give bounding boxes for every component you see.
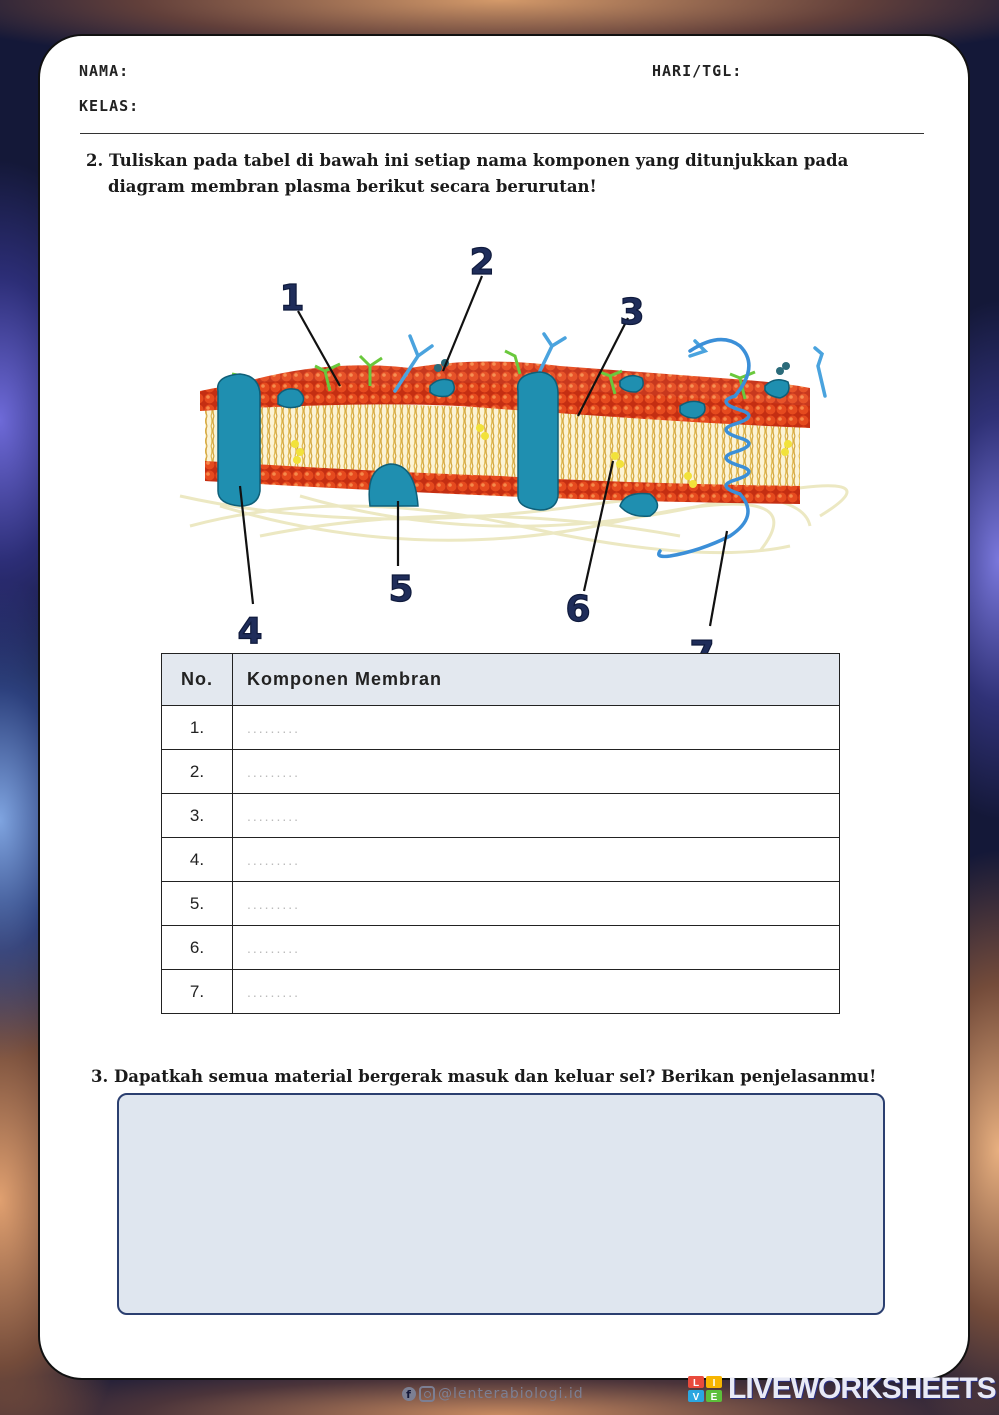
- question-2-line-1: 2. Tuliskan pada tabel di bawah ini setiap nama komponen yang ditunjukkan pada: [86, 151, 849, 170]
- logo-letter-i: I: [712, 1378, 716, 1389]
- facebook-icon: f: [402, 1387, 416, 1401]
- table-row: [162, 882, 840, 926]
- row-number: 7.: [162, 970, 233, 1014]
- membrane-components-table: [161, 653, 840, 1014]
- answer-input-7[interactable]: .........: [233, 970, 840, 1014]
- table-row: [162, 970, 840, 1014]
- header-divider: [80, 133, 924, 134]
- social-credit: [402, 1386, 584, 1402]
- name-label: NAMA:: [79, 62, 130, 80]
- answer-input-6[interactable]: .........: [233, 926, 840, 970]
- row-number: 6.: [162, 926, 233, 970]
- column-header-component: Komponen Membran: [233, 654, 840, 706]
- row-number: 4.: [162, 838, 233, 882]
- logo-letter-e: E: [710, 1392, 718, 1403]
- row-number: 1.: [162, 706, 233, 750]
- worksheet-page: [38, 34, 970, 1380]
- answer-input-4[interactable]: .........: [233, 838, 840, 882]
- question-2-line-2: diagram membran plasma berikut secara berurutan!: [108, 177, 597, 196]
- date-label: HARI/TGL:: [652, 62, 743, 80]
- answer-input-2[interactable]: .........: [233, 750, 840, 794]
- explanation-answer-box[interactable]: [117, 1093, 885, 1315]
- plasma-membrane-diagram: [160, 206, 840, 652]
- liveworksheets-wordmark: LIVEWORKSHEETS: [728, 1372, 996, 1405]
- table-row: [162, 706, 840, 750]
- answer-input-1[interactable]: .........: [233, 706, 840, 750]
- answer-input-3[interactable]: .........: [233, 794, 840, 838]
- row-number: 2.: [162, 750, 233, 794]
- diagram-label-4: 4: [237, 611, 263, 652]
- instagram-icon: [419, 1386, 435, 1402]
- row-number: 5.: [162, 882, 233, 926]
- phospholipid-bilayer: [200, 361, 810, 504]
- table-row: [162, 750, 840, 794]
- row-number: 3.: [162, 794, 233, 838]
- table-row: [162, 926, 840, 970]
- class-label: KELAS:: [79, 97, 140, 115]
- diagram-label-5: 5: [388, 569, 414, 610]
- logo-letter-l: L: [692, 1378, 700, 1389]
- diagram-label-3: 3: [619, 292, 645, 333]
- liveworksheets-brand[interactable]: [686, 1372, 996, 1406]
- logo-letter-v: V: [692, 1392, 700, 1403]
- answer-input-5[interactable]: .........: [233, 882, 840, 926]
- liveworksheets-logo-icon: [686, 1374, 724, 1404]
- diagram-label-1: 1: [279, 278, 305, 319]
- social-handle: @lenterabiologi.id: [438, 1386, 584, 1402]
- table-header-row: [162, 654, 840, 706]
- diagram-label-2: 2: [469, 242, 495, 283]
- table-row: [162, 838, 840, 882]
- question-3: 3. Dapatkah semua material bergerak masuk dan keluar sel? Berikan penjelasanmu!: [91, 1067, 877, 1086]
- diagram-label-6: 6: [565, 589, 591, 630]
- table-row: [162, 794, 840, 838]
- column-header-no: No.: [162, 654, 233, 706]
